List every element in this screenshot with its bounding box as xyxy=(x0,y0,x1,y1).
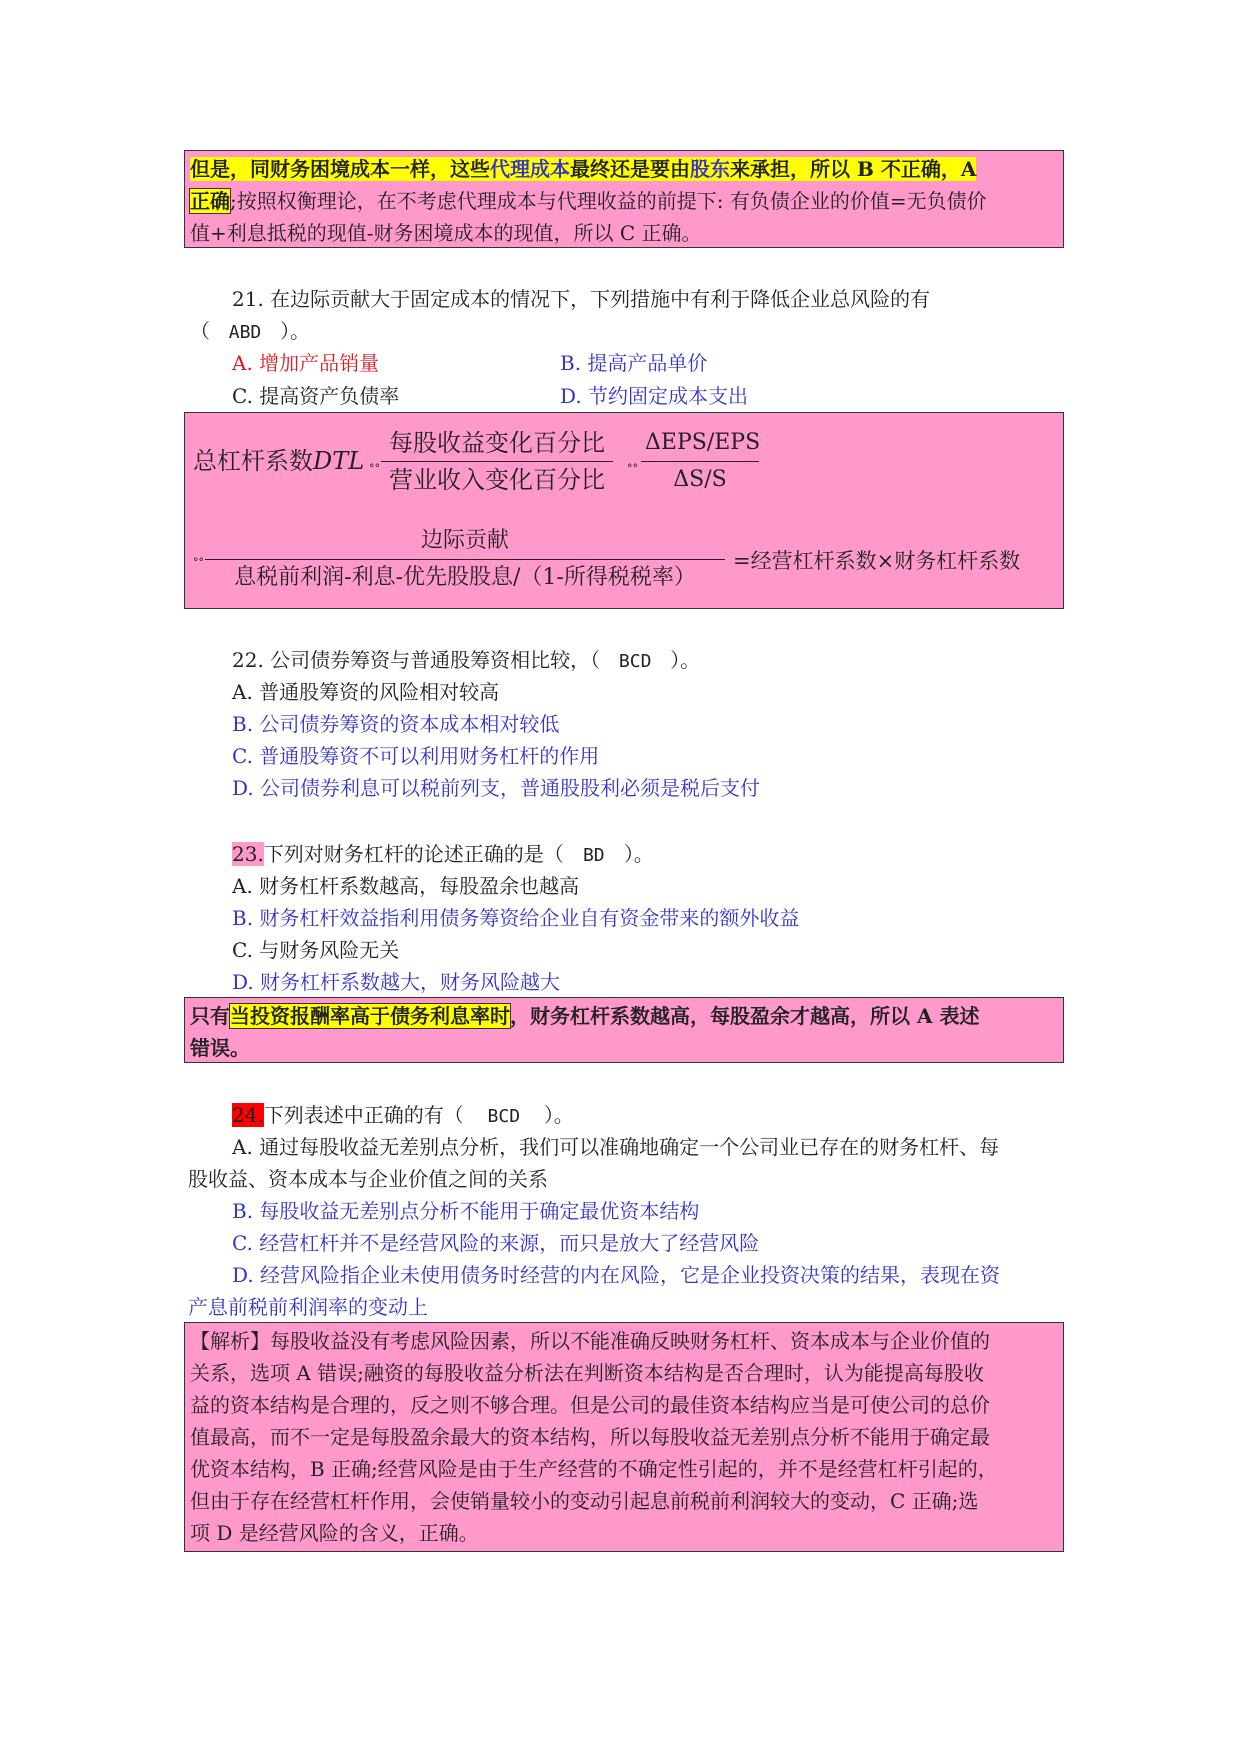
analysis-box-2 xyxy=(184,997,1064,1063)
q24-option-c: C. 经营杠杆并不是经营风险的来源，而只是放大了经营风险 xyxy=(232,1231,760,1255)
q24-stem: 下列表述中正确的有（ xyxy=(263,1103,464,1127)
q23-option-b: B. 财务杠杆效益指利用债务筹资给企业自有资金带来的额外收益 xyxy=(232,906,800,930)
q22-answer: BCD xyxy=(618,651,652,672)
fraction-3-denominator: 息税前利润-利息-优先股股息/（1-所得税税率） xyxy=(234,565,696,590)
formula-fraction-2 xyxy=(641,427,759,496)
analysis-box-3 xyxy=(184,1322,1064,1552)
fraction-2-denominator: ΔS/S xyxy=(673,467,727,492)
formula-label-text: 总杠杆系数 xyxy=(193,447,313,475)
q23-option-d: D. 财务杠杆系数越大，财务风险越大 xyxy=(232,970,561,994)
formula-box xyxy=(184,412,1064,609)
fraction-1-denominator: 营业收入变化百分比 xyxy=(389,466,605,494)
q23-answer: BD xyxy=(582,845,605,866)
q22-option-d: D. 公司债券利息可以税前列支，普通股股利必须是税后支付 xyxy=(232,776,761,800)
box1-correct-label: 正确 xyxy=(190,189,230,213)
q21-close-paren: ）。 xyxy=(280,319,310,343)
q24-close-paren: ）。 xyxy=(543,1103,574,1127)
q22-stem: 22. 公司债券筹资与普通股筹资相比较，（ xyxy=(232,648,601,672)
formula-label xyxy=(193,445,364,477)
q22-close-paren: ）。 xyxy=(670,648,701,672)
box2-text: 只有 xyxy=(190,1004,230,1028)
q23-option-c: C. 与财务风险无关 xyxy=(232,938,400,962)
q23-close-paren: ）。 xyxy=(623,842,654,866)
fraction-1-numerator: 每股收益变化百分比 xyxy=(381,427,613,462)
q21-answer: ABD xyxy=(228,322,262,343)
formula-tail: =经营杠杆系数×财务杠杆系数 xyxy=(733,549,1021,573)
q24-option-a-line-1: A. 通过每股收益无差别点分析，我们可以准确地确定一个公司业已存在的财务杠杆、每 xyxy=(232,1135,1000,1159)
formula-fraction-3-body xyxy=(205,525,725,594)
analysis-box-1-line-3: 值+利息抵税的现值-财务困境成本的现值，所以 C 正确。 xyxy=(190,221,702,245)
box2-text: ，财务杠杆系数越高，每股盈余才越高，所以 A 表述 xyxy=(510,1004,980,1028)
formula-fraction-1 xyxy=(381,427,613,496)
box1-text: 来承担，所以 B 不正确，A xyxy=(730,157,977,181)
analysis-box-1-line-2 xyxy=(190,185,1057,217)
q24-option-d-line-1: D. 经营风险指企业未使用债务时经营的内在风险，它是企业投资决策的结果，表现在资 xyxy=(232,1263,1001,1287)
box2-highlight: 当投资报酬率高于债务利息率时 xyxy=(230,1004,510,1028)
fraction-2-numerator: ΔEPS/EPS xyxy=(641,427,759,462)
q21-answer-line xyxy=(190,316,310,348)
q22-option-a: A. 普通股筹资的风险相对较高 xyxy=(232,680,500,704)
analysis-box-1-line-1 xyxy=(190,153,1057,185)
analysis-box-3-line: 关系，选项 A 错误;融资的每股收益分析法在判断资本结构是否合理时，认为能提高每股收 xyxy=(190,1361,984,1385)
q21-open-paren: （ xyxy=(190,319,210,343)
q22-option-b: B. 公司债券筹资的资本成本相对较低 xyxy=(232,712,560,736)
box1-highlight-term: 股东 xyxy=(690,157,730,181)
q23-stem: 下列对财务杠杆的论述正确的是（ xyxy=(263,842,564,866)
q23-stem-line xyxy=(232,839,654,871)
q23-number: 23. xyxy=(232,842,264,866)
formula-mark-2: °° xyxy=(627,462,638,475)
box1-highlight-term: 代理成本 xyxy=(490,157,570,181)
analysis-box-3-line: 项 D 是经营风险的含义，正确。 xyxy=(190,1521,479,1545)
q23-option-a: A. 财务杠杆系数越高，每股盈余也越高 xyxy=(232,874,580,898)
analysis-box-2-line-2: 错误。 xyxy=(190,1036,250,1060)
formula-mark-1: °° xyxy=(369,462,380,475)
q24-answer: BCD xyxy=(487,1106,521,1127)
q24-option-b: B. 每股收益无差别点分析不能用于确定最优资本结构 xyxy=(232,1199,700,1223)
formula-dtl: DTL xyxy=(313,447,365,475)
q22-stem-line xyxy=(232,645,700,677)
q24-stem-line xyxy=(232,1100,574,1132)
q21-option-d: D. 节约固定成本支出 xyxy=(560,384,749,408)
analysis-box-2-line-1 xyxy=(190,1000,1057,1032)
analysis-box-1 xyxy=(184,150,1064,248)
box1-text: 最终还是要由 xyxy=(570,157,690,181)
analysis-box-3-line: 但由于存在经营杠杆作用，会使销量较小的变动引起息前税前利润较大的变动，C 正确;选 xyxy=(190,1489,979,1513)
box1-text: 但是，同财务困境成本一样，这些 xyxy=(190,157,490,181)
formula-mark-3: °° xyxy=(193,556,204,569)
q21-stem: 21. 在边际贡献大于固定成本的情况下，下列措施中有利于降低企业总风险的有 xyxy=(232,287,931,311)
q24-number: 24. xyxy=(232,1103,264,1127)
fraction-3-numerator: 边际贡献 xyxy=(205,525,725,560)
box1-text: ;按照权衡理论，在不考虑代理成本与代理收益的前提下: 有负债企业的价值=无负债价 xyxy=(230,189,987,213)
analysis-box-3-line: 优资本结构，B 正确;经营风险是由于生产经营的不确定性引起的，并不是经营杠杆引起的， xyxy=(190,1457,998,1481)
q21-option-b: B. 提高产品单价 xyxy=(560,351,708,375)
analysis-box-3-line: 值最高，而不一定是每股盈余最大的资本结构，所以每股收益无差别点分析不能用于确定最 xyxy=(190,1425,990,1449)
q24-option-a-line-2: 股收益、资本成本与企业价值之间的关系 xyxy=(188,1167,548,1191)
analysis-box-3-line: 【解析】每股收益没有考虑风险因素，所以不能准确反映财务杠杆、资本成本与企业价值的 xyxy=(190,1329,990,1353)
analysis-box-3-line: 益的资本结构是合理的，反之则不够合理。但是公司的最佳资本结构应当是可使公司的总价 xyxy=(190,1393,990,1417)
q24-option-d-line-2: 产息前税前利润率的变动上 xyxy=(188,1295,428,1319)
q21-option-a: A. 增加产品销量 xyxy=(232,351,380,375)
q21-option-c: C. 提高资产负债率 xyxy=(232,384,400,408)
q22-option-c: C. 普通股筹资不可以利用财务杠杆的作用 xyxy=(232,744,600,768)
